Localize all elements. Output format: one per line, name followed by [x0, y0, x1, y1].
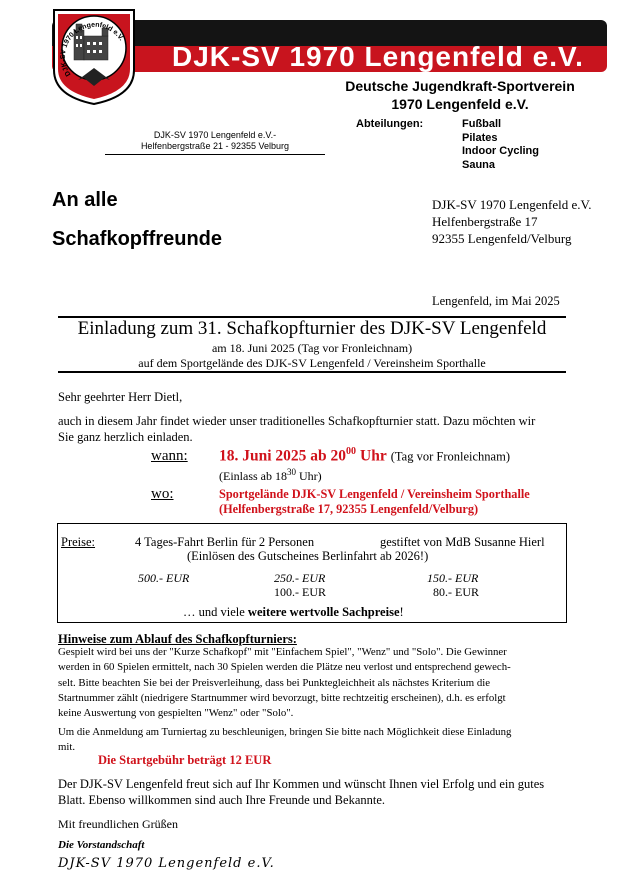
prize-amount: 80.- EUR	[433, 585, 479, 599]
signature-board: Die Vorstandschaft	[58, 839, 145, 851]
voucher-note: (Einlösen des Gutscheines Berlinfahrt ab 2026!)	[187, 549, 429, 563]
where-label: wo:	[151, 486, 174, 502]
more-prizes-pre: … und viele	[183, 605, 245, 619]
notes-line: keine Auswertung von gespielten "Wenz" oder "Solo".	[58, 707, 294, 720]
admission-time	[219, 467, 322, 484]
admission-text: (Einlass ab 18	[219, 469, 287, 483]
recipient-line1: An alle	[52, 189, 118, 211]
subtitle-line2: 1970 Lengenfeld e.V.	[391, 96, 529, 112]
department-item: Pilates	[462, 131, 498, 144]
departments-label: Abteilungen:	[356, 118, 424, 130]
prize-amount: 100.- EUR	[274, 585, 326, 599]
event-datetime: 18. Juni 2025 ab 20	[219, 447, 347, 465]
club-logo	[48, 6, 140, 106]
recipient-line2: Schafkopffreunde	[52, 228, 223, 250]
event-uhr: Uhr	[360, 447, 387, 465]
greeting: Mit freundlichen Grüßen	[58, 817, 178, 831]
salutation: Sehr geehrter Herr Dietl,	[58, 390, 183, 404]
entry-fee: Die Startgebühr beträgt 12 EUR	[98, 753, 272, 767]
event-time-superscript: 00	[346, 446, 357, 457]
address-line: DJK-SV 1970 Lengenfeld e.V.	[432, 197, 592, 212]
prize-amount: 150.- EUR	[427, 571, 479, 585]
address-line: 92355 Lengenfeld/Velburg	[432, 231, 572, 246]
prizes-label: Preise:	[61, 535, 96, 549]
venue-line1: Sportgelände DJK-SV Lengenfeld / Vereinsheim Sporthalle	[219, 487, 530, 501]
more-prizes-post: !	[399, 605, 404, 619]
sender-street: Helfenbergstraße 21 - 92355 Velburg	[140, 141, 290, 151]
prize-sponsor: gestiftet von MdB Susanne Hierl	[380, 535, 545, 549]
divider	[58, 371, 566, 373]
notes-body	[58, 645, 568, 721]
admission-uhr: Uhr)	[299, 469, 322, 483]
logo-text: DJK-SV 1970 Lengenfeld e.V.	[59, 21, 125, 78]
signup-note	[58, 725, 568, 756]
intro-line2: Sie ganz herzlich einladen.	[58, 430, 193, 444]
when-label: wann:	[151, 448, 188, 464]
club-title: DJK-SV 1970 Lengenfeld e.V.	[172, 41, 584, 72]
closing-line2: Blatt. Ebenso willkommen sind auch Ihre Freunde und Bekannte.	[58, 793, 386, 807]
when-row	[219, 446, 510, 465]
venue-line2: (Helfenbergstraße 17, 92355 Lengenfeld/Velburg)	[219, 502, 479, 516]
admission-superscript: 30	[287, 467, 296, 477]
department-item: Fußball	[462, 118, 502, 130]
prize-amount: 500.- EUR	[138, 571, 190, 585]
signature-club: DJK-SV 1970 Lengenfeld e.V.	[58, 856, 275, 871]
notes-line: werden in 60 Spielen ermittelt, nach 30 Spielen werden die Plätze neu verlost und entsprechend gewech-	[58, 661, 511, 674]
signup-line: Um die Anmeldung am Turniertag zu beschleunigen, bringen Sie bitte nach Möglichkeit diese Einladung	[58, 726, 512, 738]
notes-line: Startnummer zählt (niedrigere Startnummer wird bevorzugt, bitte rechtzeitig erscheinen), d.h. es erfolgt	[58, 691, 506, 704]
notes-line: selt. Bitte beachten Sie bei der Preisverleihung, dass bei Punktegleichheit als nächstes Kriterium die	[58, 676, 491, 689]
address-block	[432, 196, 591, 247]
notes-line: Gespielt wird bei uns der "Kurze Schafkopf" mit "Einfachem Spiel", "Wenz" und "Solo". Die Gewinner	[58, 646, 507, 658]
sender-name: DJK-SV 1970 Lengenfeld e.V.-	[153, 130, 277, 140]
invitation-sub1: am 18. Juni 2025 (Tag vor Fronleichnam)	[211, 341, 413, 355]
sender-line	[105, 130, 325, 155]
address-line: Helfenbergstraße 17	[432, 214, 538, 229]
closing-line1: Der DJK-SV Lengenfeld freut sich auf Ihr Kommen und wünscht Ihnen viel Erfolg und ein gutes	[58, 777, 545, 791]
invitation-sub2: auf dem Sportgelände des DJK-SV Lengenfeld / Vereinsheim Sporthalle	[138, 356, 486, 370]
main-prize: 4 Tages-Fahrt Berlin für 2 Personen	[135, 535, 315, 549]
letter-date: Lengenfeld, im Mai 2025	[432, 294, 560, 308]
prize-amount: 250.- EUR	[274, 571, 326, 585]
department-item: Indoor Cycling	[462, 145, 539, 157]
notes-heading: Hinweise zum Ablauf des Schafkopfturniers:	[58, 632, 297, 646]
signup-line: mit.	[58, 741, 76, 754]
invitation-title: Einladung zum 31. Schafkopfturnier des DJK-SV Lengenfeld	[77, 318, 547, 339]
subtitle-line1: Deutsche Jugendkraft-Sportverein	[345, 78, 575, 94]
intro-line1: auch in diesem Jahr findet wieder unser traditionelles Schafkopfturnier statt. Dazu möchten wir	[58, 414, 536, 428]
departments-list	[462, 118, 539, 172]
more-prizes	[183, 605, 404, 620]
department-item: Sauna	[462, 158, 496, 171]
event-note: (Tag vor Fronleichnam)	[390, 449, 510, 464]
more-prizes-bold: weitere wertvolle Sachpreise	[247, 605, 400, 619]
